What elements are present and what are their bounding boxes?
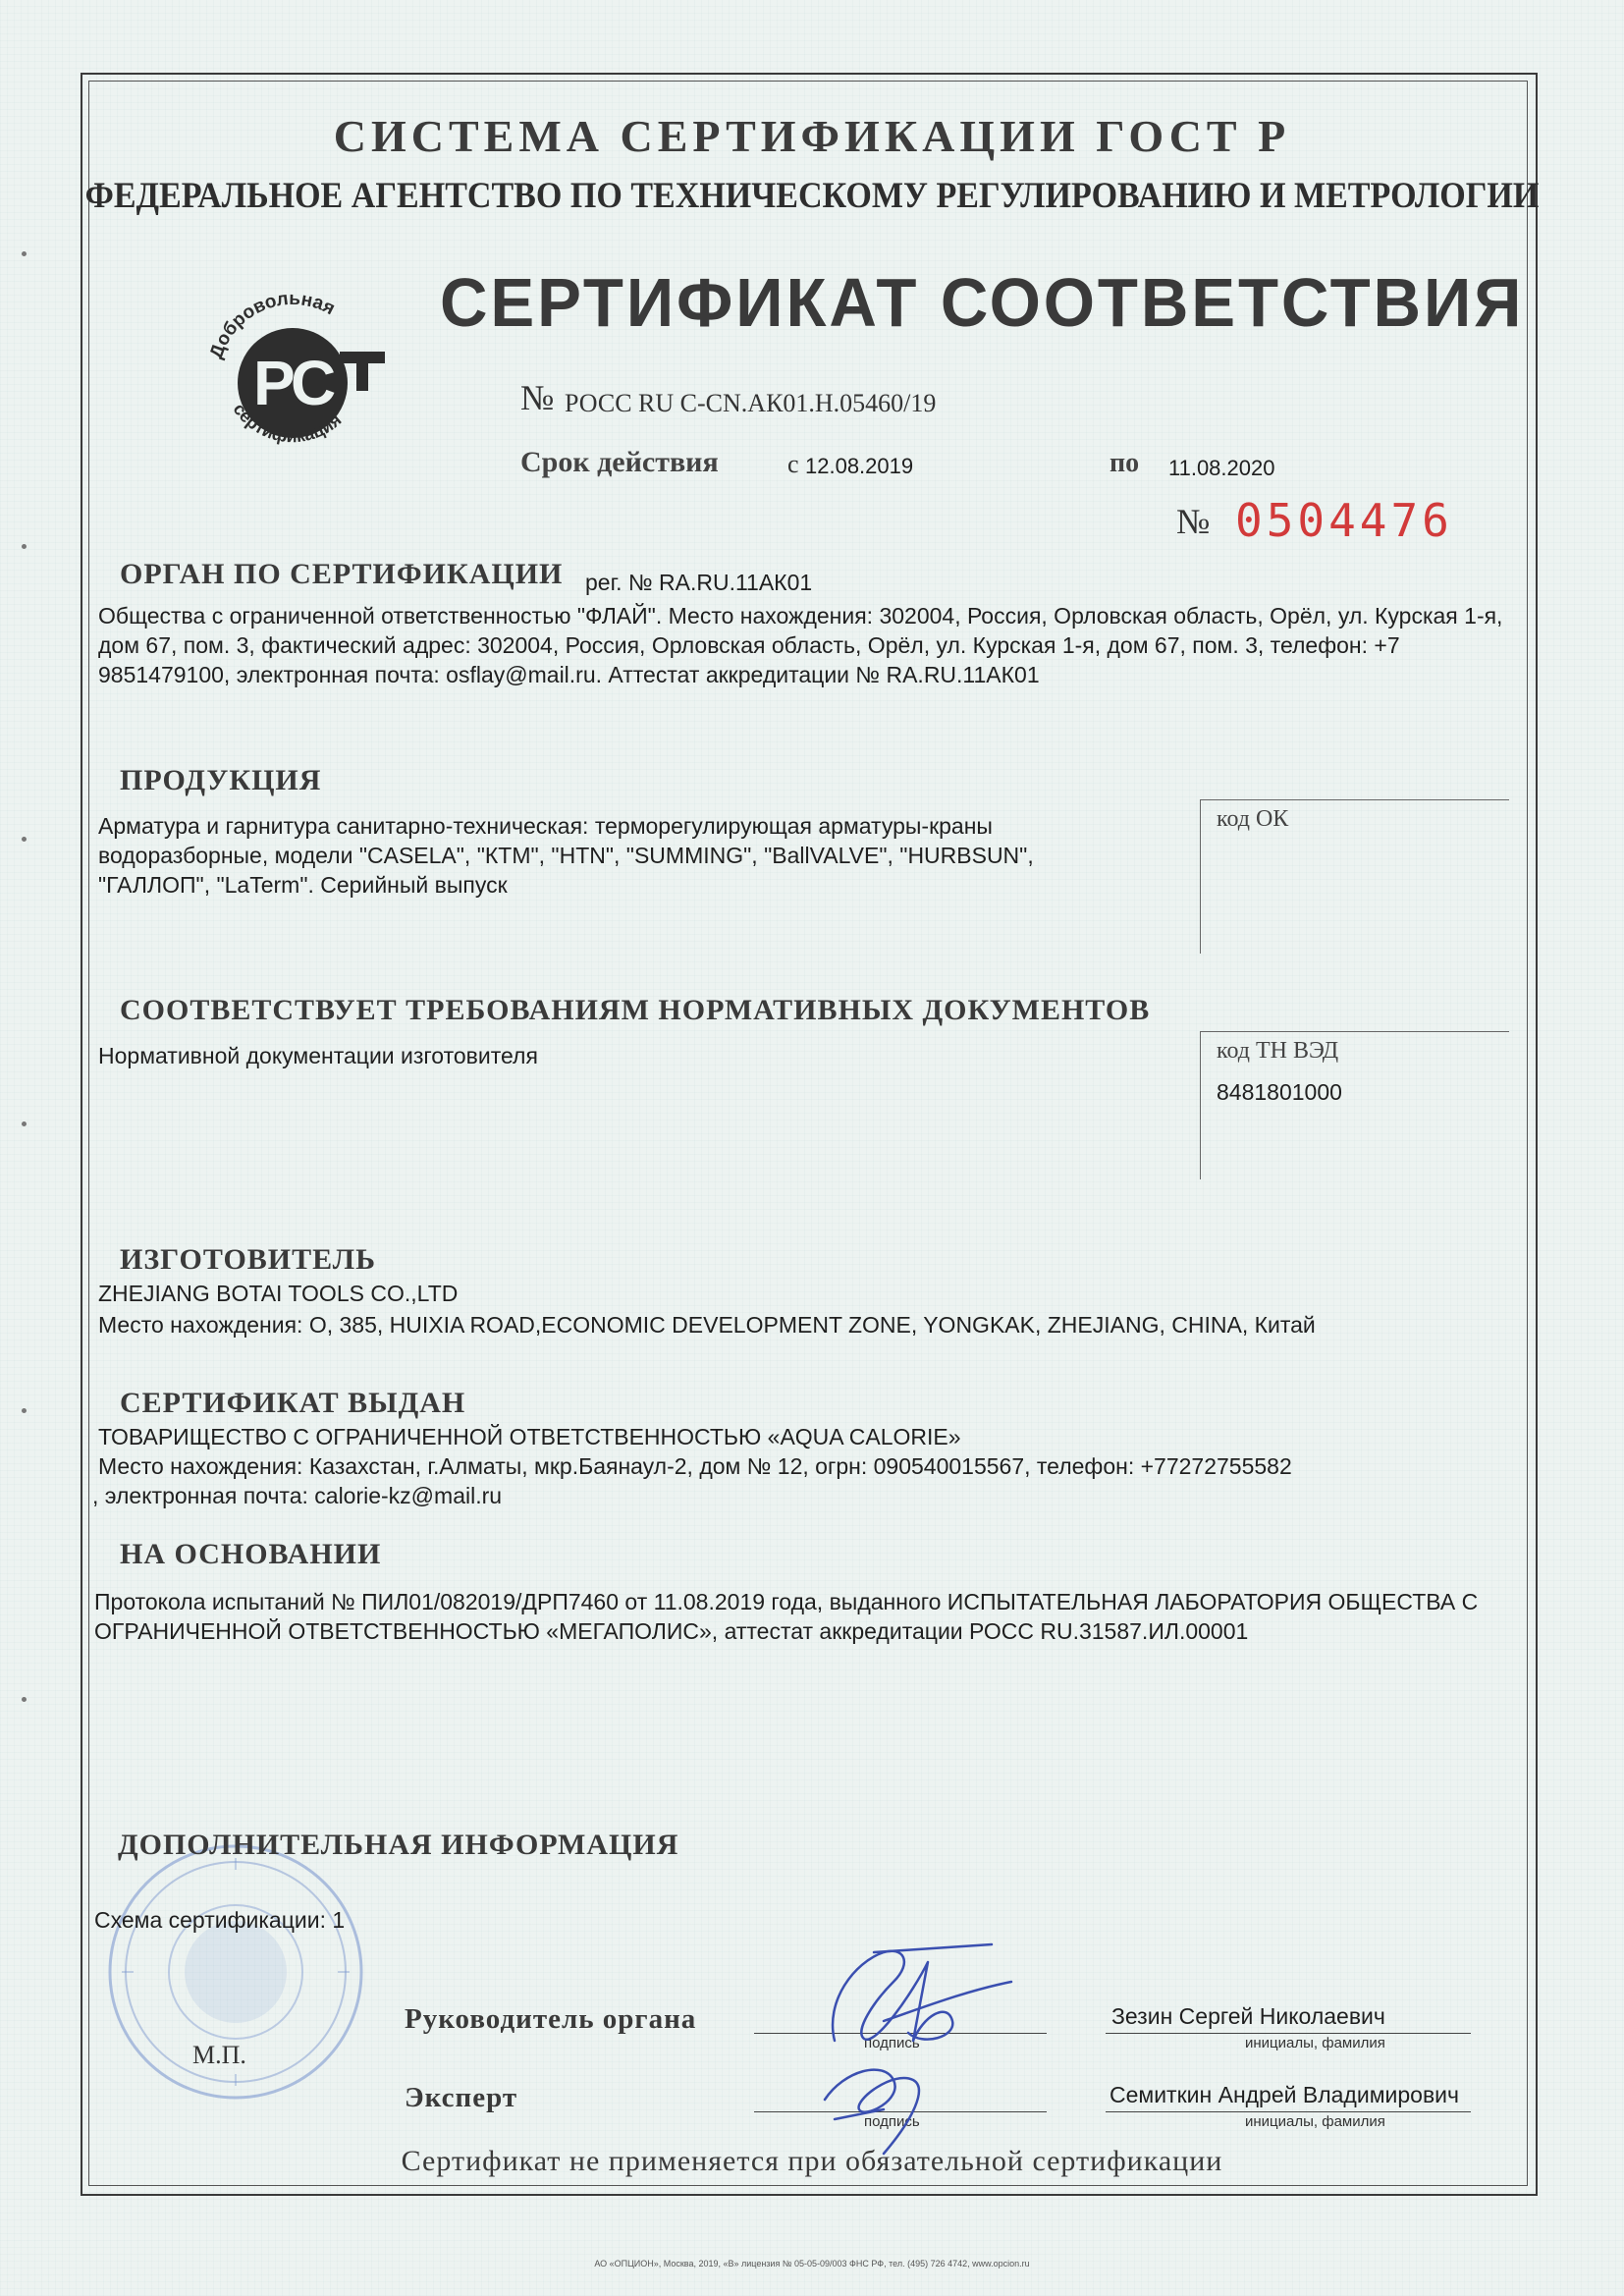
- issued-to-email: , электронная почта: calorie-kz@mail.ru: [92, 1483, 503, 1508]
- conformity-text: Нормативной документации изготовителя: [98, 1043, 538, 1068]
- expert-name-caption: инициалы, фамилия: [1245, 2113, 1385, 2130]
- basis-text: Протокола испытаний № ПИЛ01/082019/ДРП7460 от 11.08.2019 года, выданного ИСПЫТАТЕЛЬНАЯ ЛАБОРАТОРИЯ ОБЩЕСТВА С ОГРАНИЧЕННОЙ ОТВЕТСТВЕННОСТЬЮ «МЕГАПОЛИС», аттестат аккредитации РОСС RU.31587.ИЛ.00001: [94, 1589, 1479, 1644]
- validity-to-label: по: [1110, 448, 1140, 478]
- head-full-name: Зезин Сергей Николаевич: [1111, 2003, 1385, 2029]
- stamp-place-label: М.П.: [192, 2041, 246, 2069]
- logo-bottom-text: сертификация: [229, 399, 346, 447]
- valid-from-date: 12.08.2019: [805, 454, 914, 478]
- cert-number: РОСС RU С-CN.АК01.Н.05460/19: [565, 389, 937, 417]
- margin-dot: [22, 251, 27, 256]
- tnved-code-label: код ТН ВЭД: [1217, 1038, 1339, 1064]
- logo-top-text: Добровольная: [205, 288, 339, 361]
- margin-dot: [22, 1408, 27, 1413]
- svg-text:Р: Р: [253, 348, 296, 418]
- head-sign-caption: подпись: [864, 2035, 920, 2051]
- tnved-code-value: 8481801000: [1217, 1079, 1342, 1105]
- blank-serial-number: 0504476: [1235, 494, 1453, 547]
- okp-code-box: [1200, 799, 1509, 954]
- issued-to-address: Место нахождения: Казахстан, г.Алматы, мкр.Баянаул-2, дом № 12, огрн: 090540015567, телефон: +77272755582: [98, 1453, 1292, 1479]
- additional-info-text: Схема сертификации: 1: [94, 1907, 346, 1933]
- footer-note: Сертификат не применяется при обязательной сертификации: [401, 2145, 1223, 2177]
- rst-logo: [194, 285, 391, 462]
- issued-to-company: ТОВАРИЩЕСТВО С ОГРАНИЧЕННОЙ ОТВЕТСТВЕННОСТЬЮ «AQUA CALORIE»: [98, 1424, 961, 1449]
- product-heading: ПРОДУКЦИЯ: [120, 764, 322, 796]
- expert-full-name: Семиткин Андрей Владимирович: [1110, 2082, 1459, 2107]
- validity-from-prefix: с: [787, 450, 799, 478]
- organ-heading: ОРГАН ПО СЕРТИФИКАЦИИ: [120, 558, 564, 590]
- expert-name-line: [1106, 2111, 1471, 2112]
- product-text: Арматура и гарнитура санитарно-техническая: терморегулирующая арматуры-краны водоразборные, модели "CASELA", "КТМ", "HTN", "SUMMING", "BallVALVE", "HURBSUN", "ГАЛЛОП", "LaTerm". Серийный выпуск: [98, 813, 1034, 898]
- head-name-caption: инициалы, фамилия: [1245, 2035, 1385, 2051]
- system-header: СИСТЕМА СЕРТИФИКАЦИИ ГОСТ Р: [333, 111, 1291, 161]
- margin-dot: [22, 1697, 27, 1702]
- expert-sign-caption: подпись: [864, 2113, 920, 2130]
- organ-reg-number: рег. № RA.RU.11АК01: [585, 570, 813, 595]
- svg-text:С: С: [291, 348, 337, 418]
- handwritten-signatures: [766, 1923, 1031, 2168]
- issued-to-heading: СЕРТИФИКАТ ВЫДАН: [120, 1387, 466, 1419]
- head-role-label: Руководитель органа: [405, 2003, 697, 2035]
- validity-label: Срок действия: [520, 446, 719, 478]
- okp-code-label: код ОК: [1217, 806, 1289, 832]
- margin-dot: [22, 1121, 27, 1126]
- conformity-heading: СООТВЕТСТВУЕТ ТРЕБОВАНИЯМ НОРМАТИВНЫХ ДОКУМЕНТОВ: [120, 994, 1151, 1026]
- agency-header: ФЕДЕРАЛЬНОЕ АГЕНТСТВО ПО ТЕХНИЧЕСКОМУ РЕГУЛИРОВАНИЮ И МЕТРОЛОГИИ: [84, 176, 1540, 216]
- manufacturer-name: ZHEJIANG BOTAI TOOLS CO.,LTD: [98, 1281, 459, 1306]
- tnved-code-box: [1200, 1031, 1509, 1179]
- basis-heading: НА ОСНОВАНИИ: [120, 1538, 382, 1570]
- printer-imprint: АО «ОПЦИОН», Москва, 2019, «В» лицензия № 05-05-09/003 ФНС РФ, тел. (495) 726 4742, www.opcion.ru: [594, 2259, 1030, 2269]
- manufacturer-heading: ИЗГОТОВИТЕЛЬ: [120, 1243, 376, 1276]
- cert-number-label: №: [520, 378, 555, 417]
- margin-dot: [22, 837, 27, 842]
- margin-dot: [22, 544, 27, 549]
- valid-to-date: 11.08.2020: [1168, 456, 1275, 480]
- organ-text: Общества с ограниченной ответственностью "ФЛАЙ". Место нахождения: 302004, Россия, Орловская область, Орёл, ул. Курская 1-я, дом 67, пом. 3, фактический адрес: 302004, Россия, Орловская область, Орёл, ул. Курская 1-я, дом 67, пом. 3, телефон: +7 9851479100, электронная почта: osflay@mail.ru. Аттестат аккредитации № RA.RU.11АК01: [98, 603, 1503, 687]
- head-name-line: [1106, 2033, 1471, 2034]
- manufacturer-address: Место нахождения: О, 385, HUIXIA ROAD,ECONOMIC DEVELOPMENT ZONE, YONGKAK, ZHEJIANG, CHINA, Китай: [98, 1312, 1316, 1338]
- blank-number-label: №: [1176, 502, 1211, 541]
- expert-role-label: Эксперт: [405, 2082, 518, 2113]
- document-title: СЕРТИФИКАТ СООТВЕТСТВИЯ: [440, 264, 1525, 341]
- additional-info-heading: ДОПОЛНИТЕЛЬНАЯ ИНФОРМАЦИЯ: [118, 1829, 679, 1861]
